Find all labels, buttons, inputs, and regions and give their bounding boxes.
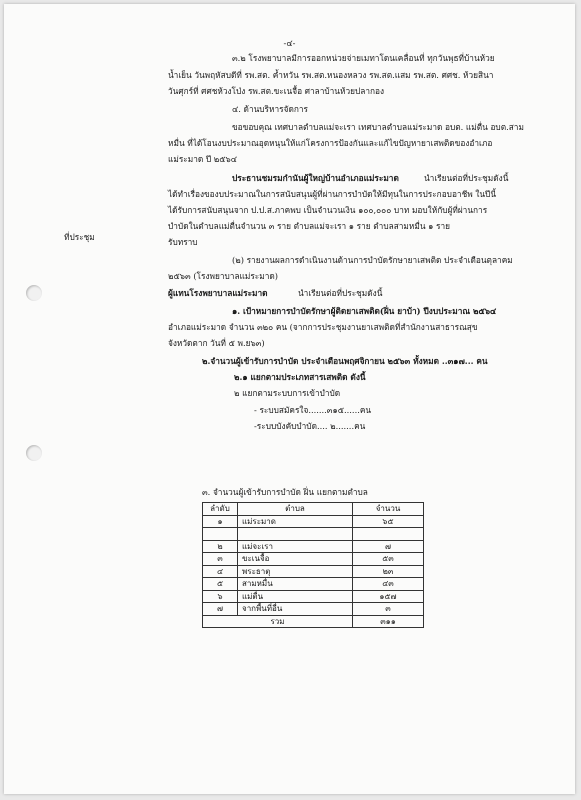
text-line: -ระบบบังคับบำบัด.... ๒.......คน bbox=[254, 421, 366, 431]
header-district: ตำบล bbox=[238, 503, 353, 516]
text-line: ๒๕๖๓ (โรงพยาบาลแม่ระมาด) bbox=[168, 271, 279, 281]
text-line: (๒) รายงานผลการดำเนินงานด้านการบำบัดรักษายาเสพติด ประจำเดือนตุลาคม bbox=[232, 255, 513, 265]
row-count: ๒๓ bbox=[353, 565, 424, 578]
row-district: สามหมื่น bbox=[238, 578, 353, 591]
speaker-label: ประธานชมรมกำนันผู้ใหญ่บ้านอำเภอแม่ระมาด bbox=[232, 173, 399, 183]
row-district: แม่จะเรา bbox=[238, 540, 353, 553]
row-district: แม่ตื่น bbox=[238, 590, 353, 603]
row-no: ๔ bbox=[203, 565, 238, 578]
punch-hole bbox=[26, 445, 42, 461]
row-no: ๗ bbox=[203, 603, 238, 616]
row-count: ๔๓ bbox=[353, 578, 424, 591]
row-district: พระธาตุ bbox=[238, 565, 353, 578]
text-line: ๒ แยกตามระบบการเข้าบำบัด bbox=[234, 388, 341, 398]
row-district bbox=[238, 528, 353, 541]
text-line: นำเรียนต่อที่ประชุมดังนี้ bbox=[424, 173, 509, 183]
header-no: ลำดับ bbox=[203, 503, 238, 516]
document-page bbox=[4, 4, 575, 794]
row-district: แม่ระมาด bbox=[238, 515, 353, 528]
text-line: น้ำเย็น วันพฤหัสบดีที่ รพ.สต. ค้ำหวัน รพ.สต.หนองหลวง รพ.สต.แสม รพ.สต. ศศช. ห้วยสินา bbox=[168, 70, 494, 80]
text-line: ๒.จำนวนผู้เข้ารับการบำบัด ประจำเดือนพฤศจิกายน ๒๕๖๓ ทั้งหมด ..๓๑๗... คน bbox=[202, 356, 488, 366]
row-no: ๕ bbox=[203, 578, 238, 591]
side-label: ที่ประชุม bbox=[64, 232, 95, 242]
total-value: ๓๑๑ bbox=[353, 615, 424, 628]
text-line: จังหวัดตาก วันที่ ๕ พ.ย๖๓) bbox=[168, 338, 265, 348]
row-count: ๗ bbox=[353, 540, 424, 553]
text-line: นำเรียนต่อที่ประชุมดังนี้ bbox=[298, 288, 383, 298]
text-line: อำเภอแม่ระมาด จำนวน ๓๒๐ คน (จากการประชุมงานยาเสพติดที่สำนักงานสาธารณสุข bbox=[168, 322, 478, 332]
row-district: จากพื้นที่อื่น bbox=[238, 603, 353, 616]
row-no: ๒ bbox=[203, 540, 238, 553]
page-number: -๔- bbox=[283, 38, 296, 48]
header-count: จำนวน bbox=[353, 503, 424, 516]
table-row bbox=[203, 553, 424, 566]
table-row bbox=[203, 590, 424, 603]
row-count: ๖๕ bbox=[353, 515, 424, 528]
text-line: แม่ระมาด ปี ๒๕๖๔ bbox=[168, 154, 238, 164]
text-line: หมื่น ที่ได้โอนงบประมาณอุดหนุนให้แก่โครงการป้องกันและแก้ไขปัญหายาเสพติดของอำเภอ bbox=[168, 138, 493, 148]
table-row bbox=[203, 578, 424, 591]
text-line: - ระบบสมัครใจ.......๓๑๕......คน bbox=[254, 405, 372, 415]
text-line: ๒.๑ แยกตามประเภทสารเสพติด ดังนี้ bbox=[234, 372, 366, 382]
table-row bbox=[203, 515, 424, 528]
speaker-label: ผู้แทนโรงพยาบาลแม่ระมาด bbox=[168, 288, 268, 298]
table-header-row bbox=[203, 503, 424, 516]
text-line: วันศุกร์ที่ ศศชห้วงโป่ง รพ.สต.ขะเนจื้อ ศาลาบ้านห้วยปลากอง bbox=[168, 86, 385, 96]
row-no bbox=[203, 528, 238, 541]
punch-hole bbox=[26, 285, 42, 301]
text-line: บำบัดในตำบลแม่ตื่นจำนวน ๓ ราย ตำบลแม่จะเรา ๑ ราย ตำบลสามหมื่น ๑ ราย bbox=[168, 221, 451, 231]
table-row bbox=[203, 528, 424, 541]
row-no: ๖ bbox=[203, 590, 238, 603]
table-caption: ๓. จำนวนผู้เข้ารับการบำบัด ฝิ่น แยกตามตำบล bbox=[202, 487, 368, 497]
text-line: ได้ทำเรื่องของบประมาณในการสนับสนุนผู้ที่ผ่านการบำบัดให้มีทุนในการประกอบอาชีพ ในปีนี้ bbox=[168, 189, 496, 199]
row-count bbox=[353, 528, 424, 541]
total-label: รวม bbox=[203, 615, 353, 628]
row-no: ๑ bbox=[203, 515, 238, 528]
row-count: ๕๓ bbox=[353, 553, 424, 566]
table-row bbox=[203, 540, 424, 553]
text-line: รับทราบ bbox=[168, 237, 198, 247]
district-table bbox=[202, 502, 424, 628]
table-total-row bbox=[203, 615, 424, 628]
text-line: ๑. เป้าหมายการบำบัดรักษาผู้ติดยาเสพติด(ฝิ่น ยาบ้า) ปีงบประมาณ ๒๕๖๔ bbox=[232, 306, 497, 316]
table-row bbox=[203, 565, 424, 578]
row-no: ๓ bbox=[203, 553, 238, 566]
text-line: ๓.๒ โรงพยาบาลมีการออกหน่วยจ่ายเมทาโดนเคลื่อนที่ ทุกวันพุธที่บ้านห้วย bbox=[232, 53, 495, 63]
text-line: ขอขอบคุณ เทศบาลตำบลแม่จะเรา เทศบาลตำบลแม่ระมาด อบต. แม่ตื่น อบต.สาม bbox=[232, 122, 524, 132]
table-row bbox=[203, 603, 424, 616]
row-count: ๑๕๗ bbox=[353, 590, 424, 603]
row-district: ขะเนจื้อ bbox=[238, 553, 353, 566]
text-line: ได้รับการสนับสนุนจาก ป.ป.ส.ภาคพบ เป็นจำนวนเงิน ๑๐๐,๐๐๐ บาท มอบให้กับผู้ที่ผ่านการ bbox=[168, 205, 488, 215]
row-count: ๓ bbox=[353, 603, 424, 616]
section-heading: ๔. ด้านบริหารจัดการ bbox=[232, 104, 308, 114]
